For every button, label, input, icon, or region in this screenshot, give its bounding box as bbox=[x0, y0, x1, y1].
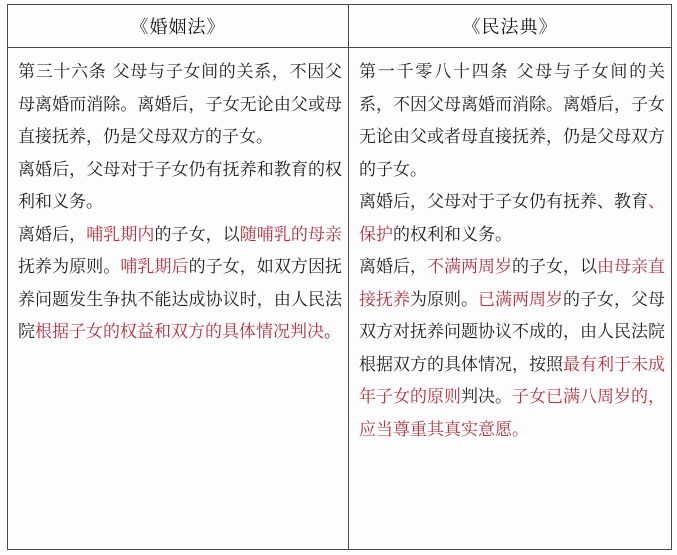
highlighted-segment: 子女已满八周岁的，应当尊重其真实意愿。 bbox=[359, 387, 665, 440]
highlighted-segment: 哺乳期内 bbox=[86, 224, 155, 245]
law-comparison-table bbox=[7, 4, 672, 550]
highlighted-segment: 哺乳期后 bbox=[120, 257, 189, 277]
civil-code-title: 《民法典》 bbox=[349, 5, 672, 48]
highlighted-segment: 最有利于未成年子女的原则 bbox=[359, 354, 665, 407]
highlighted-segment: 随哺乳的母亲 bbox=[239, 224, 343, 245]
text-segment: 的子女，如双方因抚养问题发生争执不能达成协议时，由人民法院 bbox=[18, 257, 343, 342]
highlighted-segment: 根据子女的权益和双方的具体情况判决 bbox=[35, 322, 324, 342]
marriage-law-cell bbox=[8, 48, 349, 550]
civil-code-paragraph-2 bbox=[359, 186, 665, 251]
text-segment: 的子女，以 bbox=[154, 224, 240, 245]
text-segment: 的子女，父母双方对抚养问题协议不成的，由人民法院根据双方的具体情况，按照 bbox=[359, 289, 665, 375]
text-segment: 为原则。 bbox=[410, 289, 478, 310]
text-segment: 判决。 bbox=[461, 387, 512, 407]
text-segment: 的权利和义务。 bbox=[393, 224, 512, 245]
text-segment: 。 bbox=[324, 322, 341, 342]
civil-code-paragraph-3 bbox=[359, 251, 665, 446]
marriage-law-title: 《婚姻法》 bbox=[8, 5, 349, 48]
text-segment: 抚养为原则。 bbox=[18, 257, 121, 277]
header-row bbox=[8, 5, 672, 48]
marriage-law-article-36: 第三十六条 父母与子女间的关系，不因父母离婚而消除。离婚后，子女无论由父或母直接抚养，仍是父母双方的子女。 bbox=[18, 62, 342, 147]
marriage-law-paragraph-3 bbox=[18, 219, 342, 349]
text-segment: 的子女，以 bbox=[512, 257, 597, 277]
highlighted-segment: 、保护 bbox=[359, 192, 665, 245]
civil-code-article-1084: 第一千零八十四条 父母与子女间的关系，不因父母离婚而消除。离婚后，子女无论由父或者母直接抚养，仍是父母双方的子女。 bbox=[359, 62, 665, 180]
highlighted-segment: 已满两周岁 bbox=[478, 289, 563, 310]
highlighted-segment: 不满两周岁 bbox=[427, 257, 512, 277]
text-segment: 离婚后，父母对于子女仍有抚养、教育 bbox=[359, 192, 648, 212]
highlighted-segment: 由母亲直接抚养 bbox=[359, 257, 665, 310]
text-segment: 离婚后， bbox=[359, 257, 427, 277]
civil-code-cell bbox=[349, 48, 672, 550]
text-segment: 离婚后， bbox=[18, 224, 87, 245]
marriage-law-paragraph-2: 离婚后，父母对于子女仍有抚养和教育的权利和义务。 bbox=[18, 159, 342, 212]
content-row bbox=[8, 48, 672, 550]
